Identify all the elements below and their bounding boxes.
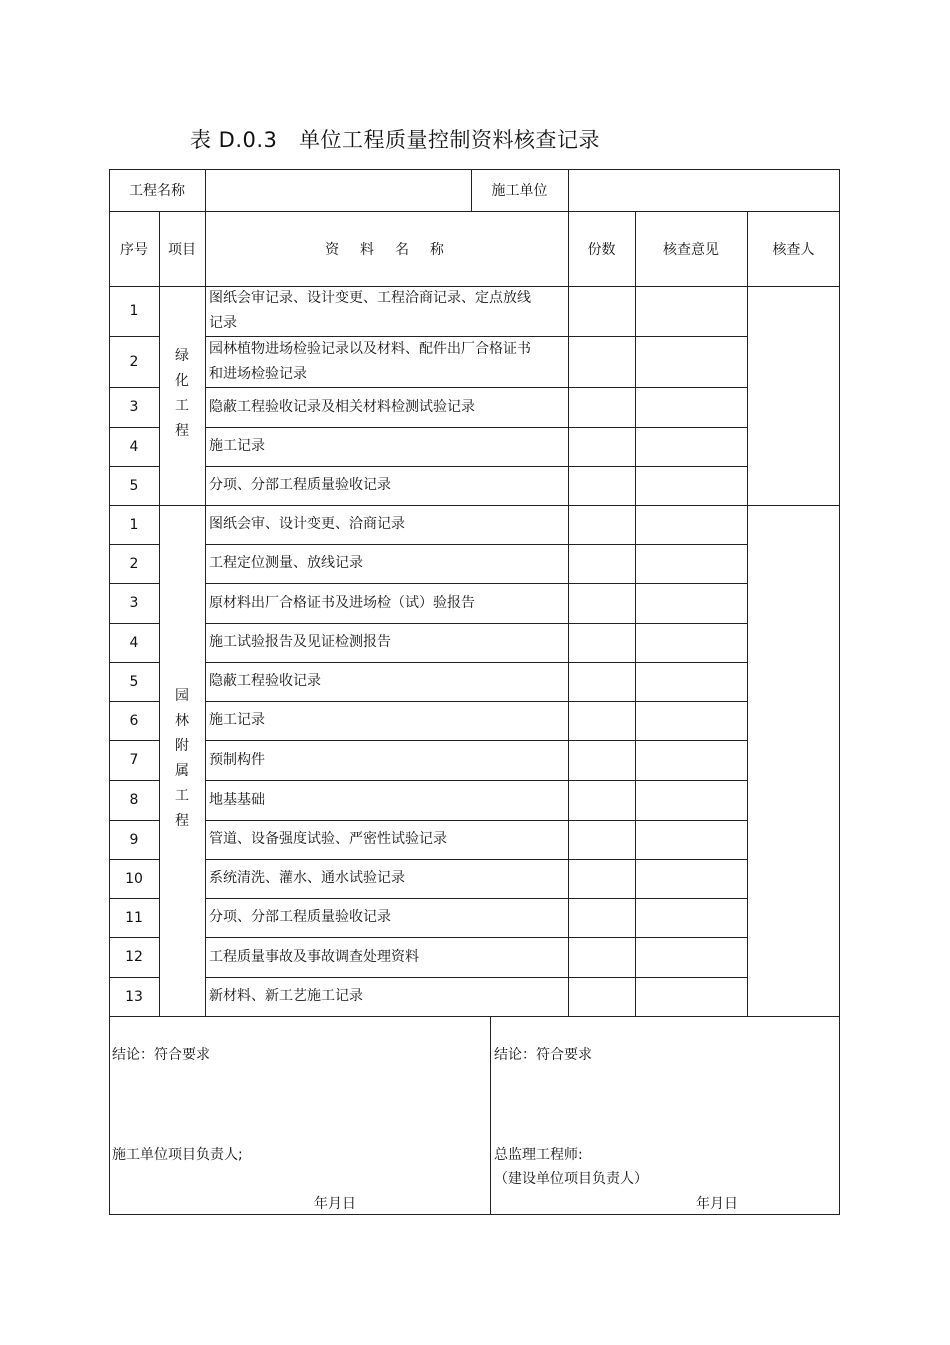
section-label-char: 工 bbox=[175, 788, 189, 804]
left-conclusion: 结论：符合要求 bbox=[112, 1047, 210, 1063]
column-divider bbox=[205, 211, 206, 1016]
row-material-name: 图纸会审记录、设计变更、工程洽商记录、定点放线记录 bbox=[209, 290, 531, 331]
right-signer-note: （建设单位项目负责人） bbox=[494, 1171, 648, 1187]
row-seq: 13 bbox=[125, 988, 143, 1005]
row-seq: 4 bbox=[129, 438, 139, 455]
section-label-char: 化 bbox=[175, 373, 189, 389]
header-separator bbox=[109, 211, 840, 212]
section-label-char: 属 bbox=[175, 763, 189, 779]
section-label-greening bbox=[172, 344, 192, 444]
right-signer: 总监理工程师: bbox=[494, 1147, 583, 1163]
right-date: 年月日 bbox=[696, 1196, 738, 1212]
header-divider bbox=[568, 169, 569, 211]
column-divider bbox=[568, 211, 569, 1016]
row-material-name: 分项、分部工程质量验收记录 bbox=[209, 909, 391, 925]
row-material-name: 工程定位测量、放线记录 bbox=[209, 555, 363, 571]
row-material-name: 管道、设备强度试验、严密性试验记录 bbox=[209, 831, 447, 847]
contractor-label: 施工单位 bbox=[491, 183, 548, 199]
column-header-material: 资 料 名 称 bbox=[325, 241, 448, 258]
row-seq: 1 bbox=[129, 303, 139, 319]
row-material-name: 地基基础 bbox=[209, 791, 265, 808]
row-seq: 3 bbox=[129, 399, 139, 415]
row-material-name: 分项、分部工程质量验收记录 bbox=[209, 477, 391, 493]
row-material-name: 施工记录 bbox=[209, 438, 265, 454]
column-divider bbox=[635, 211, 636, 1016]
right-conclusion: 结论：符合要求 bbox=[494, 1047, 592, 1063]
row-seq: 2 bbox=[129, 555, 139, 572]
column-header-copies: 份数 bbox=[587, 241, 616, 258]
row-material-name: 施工试验报告及见证检测报告 bbox=[209, 634, 391, 650]
column-header-separator bbox=[109, 286, 840, 287]
footer-divider bbox=[490, 1016, 491, 1215]
section-label-char: 程 bbox=[175, 423, 189, 439]
left-date: 年月日 bbox=[314, 1196, 356, 1212]
page-title: 表 D.0.3 单位工程质量控制资料核查记录 bbox=[190, 128, 600, 152]
row-seq: 3 bbox=[129, 595, 139, 611]
row-seq: 4 bbox=[129, 634, 139, 651]
section-label-garden-ancillary bbox=[172, 684, 192, 834]
row-seq: 2 bbox=[129, 353, 139, 370]
left-signer: 施工单位项目负责人; bbox=[112, 1147, 243, 1163]
row-material-name: 园林植物进场检验记录以及材料、配件出厂合格证书和进场检验记录 bbox=[209, 340, 531, 382]
project-name-value[interactable] bbox=[205, 169, 471, 211]
section-label-char: 工 bbox=[175, 398, 189, 414]
column-divider bbox=[747, 211, 748, 1016]
header-divider bbox=[471, 169, 472, 211]
row-material-name: 图纸会审、设计变更、洽商记录 bbox=[209, 516, 405, 532]
row-material-name: 施工记录 bbox=[209, 712, 265, 728]
column-header-opinion: 核查意见 bbox=[663, 241, 719, 258]
section-label-char: 附 bbox=[175, 738, 189, 754]
column-header-seq: 序号 bbox=[120, 241, 148, 258]
row-seq: 1 bbox=[129, 516, 139, 533]
row-seq: 10 bbox=[125, 870, 143, 887]
project-name-label: 工程名称 bbox=[129, 183, 185, 199]
section-label-char: 园 bbox=[175, 688, 189, 704]
row-seq: 8 bbox=[129, 792, 139, 808]
row-seq: 6 bbox=[129, 712, 139, 729]
row-seq: 12 bbox=[125, 949, 143, 965]
row-material-name: 工程质量事故及事故调查处理资料 bbox=[209, 948, 419, 965]
column-header-checker: 核查人 bbox=[772, 241, 815, 258]
row-material-name: 原材料出厂合格证书及进场检（试）验报告 bbox=[209, 594, 475, 611]
row-seq: 7 bbox=[129, 752, 139, 768]
section-label-char: 绿 bbox=[175, 348, 189, 364]
section-separator bbox=[109, 1016, 840, 1017]
row-material-name: 隐蔽工程验收记录及相关材料检测试验记录 bbox=[209, 398, 475, 415]
row-material-name: 新材料、新工艺施工记录 bbox=[209, 988, 363, 1004]
row-material-name: 隐蔽工程验收记录 bbox=[209, 673, 321, 689]
row-seq: 5 bbox=[129, 673, 139, 690]
section-label-char: 程 bbox=[175, 813, 189, 829]
row-material-name: 系统清洗、灌水、通水试验记录 bbox=[209, 870, 405, 886]
row-seq: 5 bbox=[129, 477, 139, 494]
row-seq: 9 bbox=[129, 831, 139, 848]
column-header-item: 项目 bbox=[168, 241, 196, 258]
row-seq: 11 bbox=[125, 909, 143, 926]
header-divider bbox=[205, 169, 206, 211]
contractor-value[interactable] bbox=[568, 169, 840, 211]
row-material-name: 预制构件 bbox=[209, 751, 265, 768]
column-divider bbox=[159, 211, 160, 1016]
section-label-char: 林 bbox=[175, 713, 189, 729]
